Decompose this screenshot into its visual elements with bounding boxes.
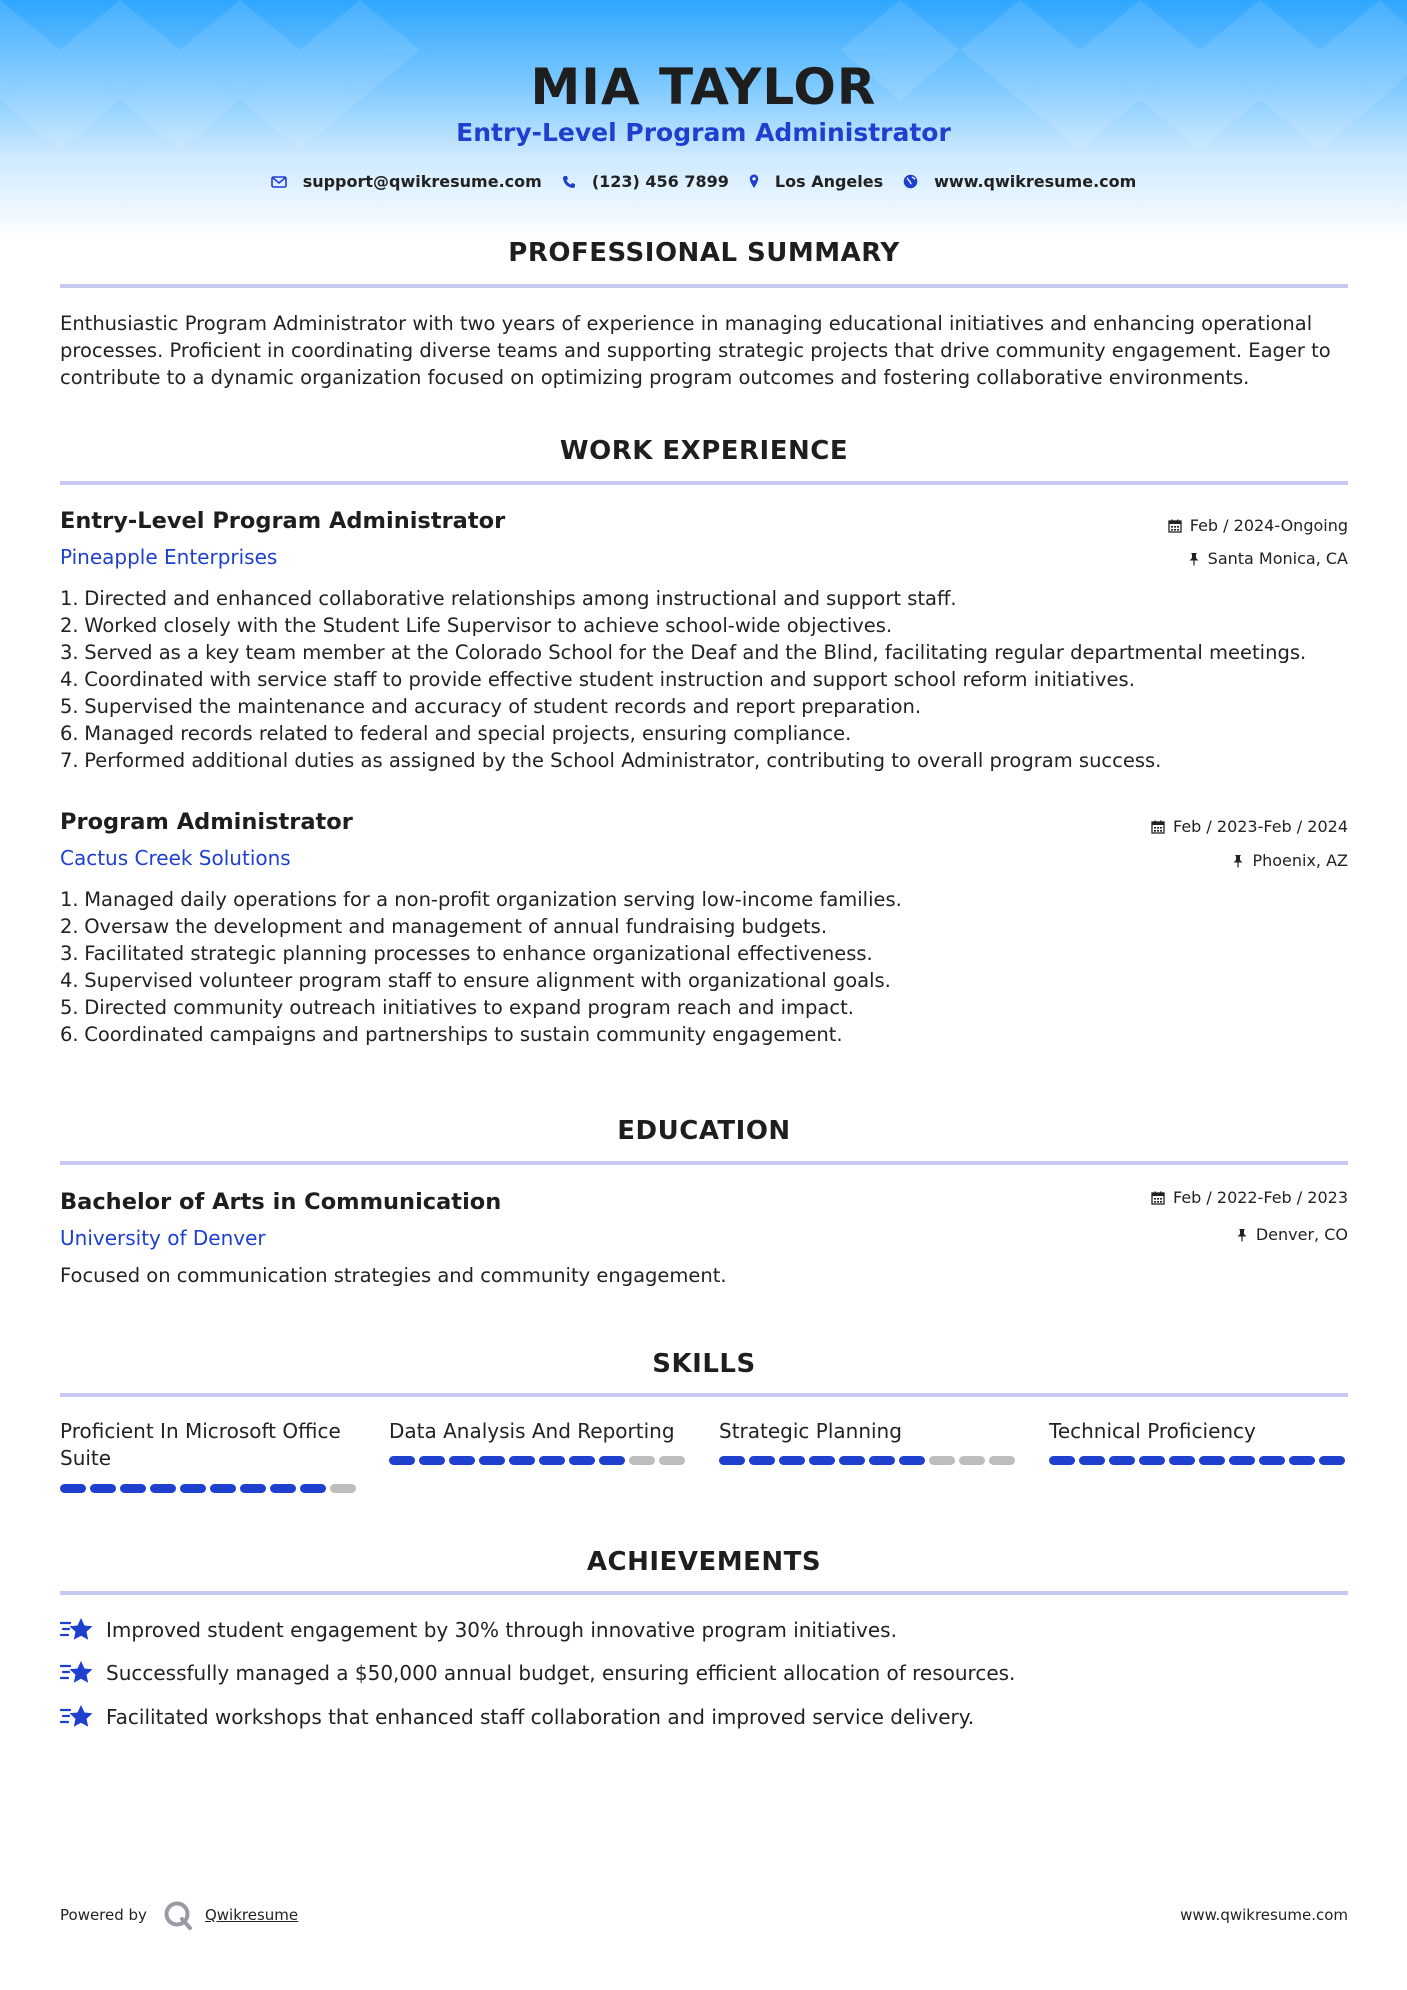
skill-level-segment [330, 1484, 356, 1493]
skill-level-segment [659, 1456, 685, 1465]
calendar-icon [1151, 1191, 1165, 1205]
skill-level-segment [150, 1484, 176, 1493]
skill-level-segment [1229, 1456, 1255, 1465]
map-pin-icon [749, 174, 759, 189]
email-text: support@qwikresume.com [302, 172, 542, 191]
skill-level-segment [869, 1456, 895, 1465]
skill-level-segment [210, 1484, 236, 1493]
phone-text: (123) 456 7899 [591, 172, 729, 191]
education-heading: EDUCATION [617, 1116, 791, 1146]
achievement-text: Improved student engagement by 30% through innovative program initiatives. [106, 1618, 897, 1642]
skill-item [719, 1418, 1019, 1445]
pushpin-icon [1236, 1228, 1248, 1242]
skill-level-segment [389, 1456, 415, 1465]
job-location [1232, 851, 1348, 870]
skill-level-segment [300, 1484, 326, 1493]
education-dates-text: Feb / 2022-Feb / 2023 [1173, 1188, 1348, 1207]
candidate-name: MIA TAYLOR [530, 58, 877, 116]
skill-level-segment [839, 1456, 865, 1465]
skill-level-bar [60, 1484, 356, 1493]
achievements-divider [60, 1591, 1348, 1595]
skill-label: Technical Proficiency [1049, 1419, 1256, 1443]
list-item: 5. Supervised the maintenance and accuracy of student records and report preparation. [60, 695, 922, 718]
education-location-text: Denver, CO [1255, 1225, 1348, 1244]
skill-level-segment [1049, 1456, 1075, 1465]
education-description: Focused on communication strategies and community engagement. [60, 1264, 727, 1287]
job-responsibilities [60, 585, 1348, 774]
calendar-icon [1168, 519, 1182, 533]
footer-website[interactable]: www.qwikresume.com [1180, 1906, 1348, 1924]
list-item: 1. Managed daily operations for a non-profit organization serving low-income families. [60, 888, 902, 911]
skill-level-segment [719, 1456, 745, 1465]
job-title: Program Administrator [60, 809, 353, 835]
skill-level-segment [1199, 1456, 1225, 1465]
job-location [1188, 549, 1348, 568]
contact-phone[interactable] [562, 172, 729, 191]
summary-text: Enthusiastic Program Administrator with two years of experience in managing educational initiatives and enhancing operational processes. Proficient in coordinating diverse teams and supporting strategic projects that drive community engagement. Eager to contribute to a dynamic organization focused on optimizing program outcomes and fostering collaborative environments. [60, 312, 1331, 389]
list-item: 2. Worked closely with the Student Life Supervisor to achieve school-wide objectives. [60, 614, 893, 637]
skills-heading: SKILLS [652, 1349, 756, 1379]
list-item: 2. Oversaw the development and management of annual fundraising budgets. [60, 915, 828, 938]
skill-level-segment [509, 1456, 535, 1465]
website-text: www.qwikresume.com [934, 172, 1137, 191]
skill-label: Strategic Planning [719, 1419, 902, 1443]
experience-heading: WORK EXPERIENCE [559, 436, 849, 466]
skill-item [389, 1418, 689, 1445]
skill-level-segment [270, 1484, 296, 1493]
summary-heading: PROFESSIONAL SUMMARY [508, 238, 900, 268]
skill-level-segment [989, 1456, 1015, 1465]
achievement-text: Successfully managed a $50,000 annual budget, ensuring efficient allocation of resources. [106, 1661, 1016, 1685]
skill-level-segment [809, 1456, 835, 1465]
skill-level-segment [899, 1456, 925, 1465]
skill-level-segment [1319, 1456, 1345, 1465]
education-dates [1151, 1188, 1348, 1207]
skill-level-segment [1109, 1456, 1135, 1465]
job-responsibilities [60, 886, 1348, 1048]
skill-level-segment [599, 1456, 625, 1465]
job-location-text: Santa Monica, CA [1207, 549, 1348, 568]
brand-link[interactable]: Qwikresume [204, 1906, 299, 1924]
location-text: Los Angeles [774, 172, 884, 191]
skill-level-segment [749, 1456, 775, 1465]
job-dates [1151, 817, 1348, 836]
resume-header [0, 0, 1407, 240]
skill-level-segment [180, 1484, 206, 1493]
contact-bar [0, 172, 1407, 191]
star-icon [60, 1616, 94, 1644]
skill-level-segment [240, 1484, 266, 1493]
skill-level-segment [60, 1484, 86, 1493]
achievement-item [60, 1659, 1348, 1687]
achievement-text: Facilitated workshops that enhanced staff collaboration and improved service delivery. [106, 1705, 975, 1729]
skill-level-bar [719, 1456, 1015, 1465]
skill-level-segment [120, 1484, 146, 1493]
job-location-text: Phoenix, AZ [1252, 851, 1348, 870]
skill-level-segment [449, 1456, 475, 1465]
contact-location [749, 172, 883, 191]
skill-level-segment [779, 1456, 805, 1465]
skill-level-segment [539, 1456, 565, 1465]
list-item: 7. Performed additional duties as assigned by the School Administrator, contributing to overall program success. [60, 749, 1162, 772]
list-item: 3. Served as a key team member at the Colorado School for the Deaf and the Blind, facilitating regular departmental meetings. [60, 641, 1307, 664]
list-item: 5. Directed community outreach initiatives to expand program reach and impact. [60, 996, 854, 1019]
skill-level-bar [1049, 1456, 1345, 1465]
list-item: 4. Supervised volunteer program staff to ensure alignment with organizational goals. [60, 969, 891, 992]
footer-powered-by [60, 1900, 298, 1930]
list-item: 1. Directed and enhanced collaborative relationships among instructional and support staff. [60, 587, 957, 610]
school-name: University of Denver [60, 1226, 266, 1250]
job-dates-text: Feb / 2024-Ongoing [1189, 516, 1348, 535]
skill-item [60, 1418, 360, 1472]
degree-title: Bachelor of Arts in Communication [60, 1189, 502, 1215]
skill-level-segment [629, 1456, 655, 1465]
star-icon [60, 1659, 94, 1687]
skill-level-segment [1139, 1456, 1165, 1465]
skill-item [1049, 1418, 1349, 1445]
globe-icon [903, 174, 918, 189]
skill-level-segment [959, 1456, 985, 1465]
education-divider [60, 1161, 1348, 1165]
envelope-icon [271, 176, 287, 188]
job-company: Cactus Creek Solutions [60, 846, 291, 870]
skill-level-bar [389, 1456, 685, 1465]
skill-level-segment [419, 1456, 445, 1465]
summary-divider [60, 284, 1348, 288]
achievement-item [60, 1616, 1348, 1644]
skill-label: Proficient In Microsoft Office Suite [60, 1419, 341, 1470]
achievements-heading: ACHIEVEMENTS [586, 1547, 822, 1577]
skill-level-segment [1259, 1456, 1285, 1465]
contact-website[interactable] [903, 172, 1136, 191]
job-company: Pineapple Enterprises [60, 545, 278, 569]
powered-by-text: Powered by [60, 1906, 147, 1924]
list-item: 6. Managed records related to federal and special projects, ensuring compliance. [60, 722, 852, 745]
skill-level-segment [1079, 1456, 1105, 1465]
phone-icon [562, 175, 576, 189]
job-dates [1168, 516, 1348, 535]
skill-level-segment [569, 1456, 595, 1465]
contact-email[interactable] [271, 172, 542, 191]
list-item: 3. Facilitated strategic planning processes to enhance organizational effectiveness. [60, 942, 873, 965]
achievement-item [60, 1703, 1348, 1731]
education-location [1236, 1225, 1348, 1244]
qwikresume-logo-icon [163, 1900, 193, 1930]
job-title: Entry-Level Program Administrator [60, 508, 506, 534]
pushpin-icon [1232, 854, 1244, 868]
pushpin-icon [1188, 552, 1200, 566]
skill-level-segment [90, 1484, 116, 1493]
list-item: 4. Coordinated with service staff to provide effective student instruction and support school reform initiatives. [60, 668, 1135, 691]
star-icon [60, 1703, 94, 1731]
candidate-role: Entry-Level Program Administrator [456, 118, 951, 147]
job-dates-text: Feb / 2023-Feb / 2024 [1173, 817, 1348, 836]
skill-level-segment [1289, 1456, 1315, 1465]
skills-divider [60, 1393, 1348, 1397]
experience-divider [60, 481, 1348, 485]
calendar-icon [1151, 820, 1165, 834]
skill-label: Data Analysis And Reporting [389, 1419, 675, 1443]
skill-level-segment [479, 1456, 505, 1465]
skill-level-segment [929, 1456, 955, 1465]
list-item: 6. Coordinated campaigns and partnerships to sustain community engagement. [60, 1023, 843, 1046]
skill-level-segment [1169, 1456, 1195, 1465]
